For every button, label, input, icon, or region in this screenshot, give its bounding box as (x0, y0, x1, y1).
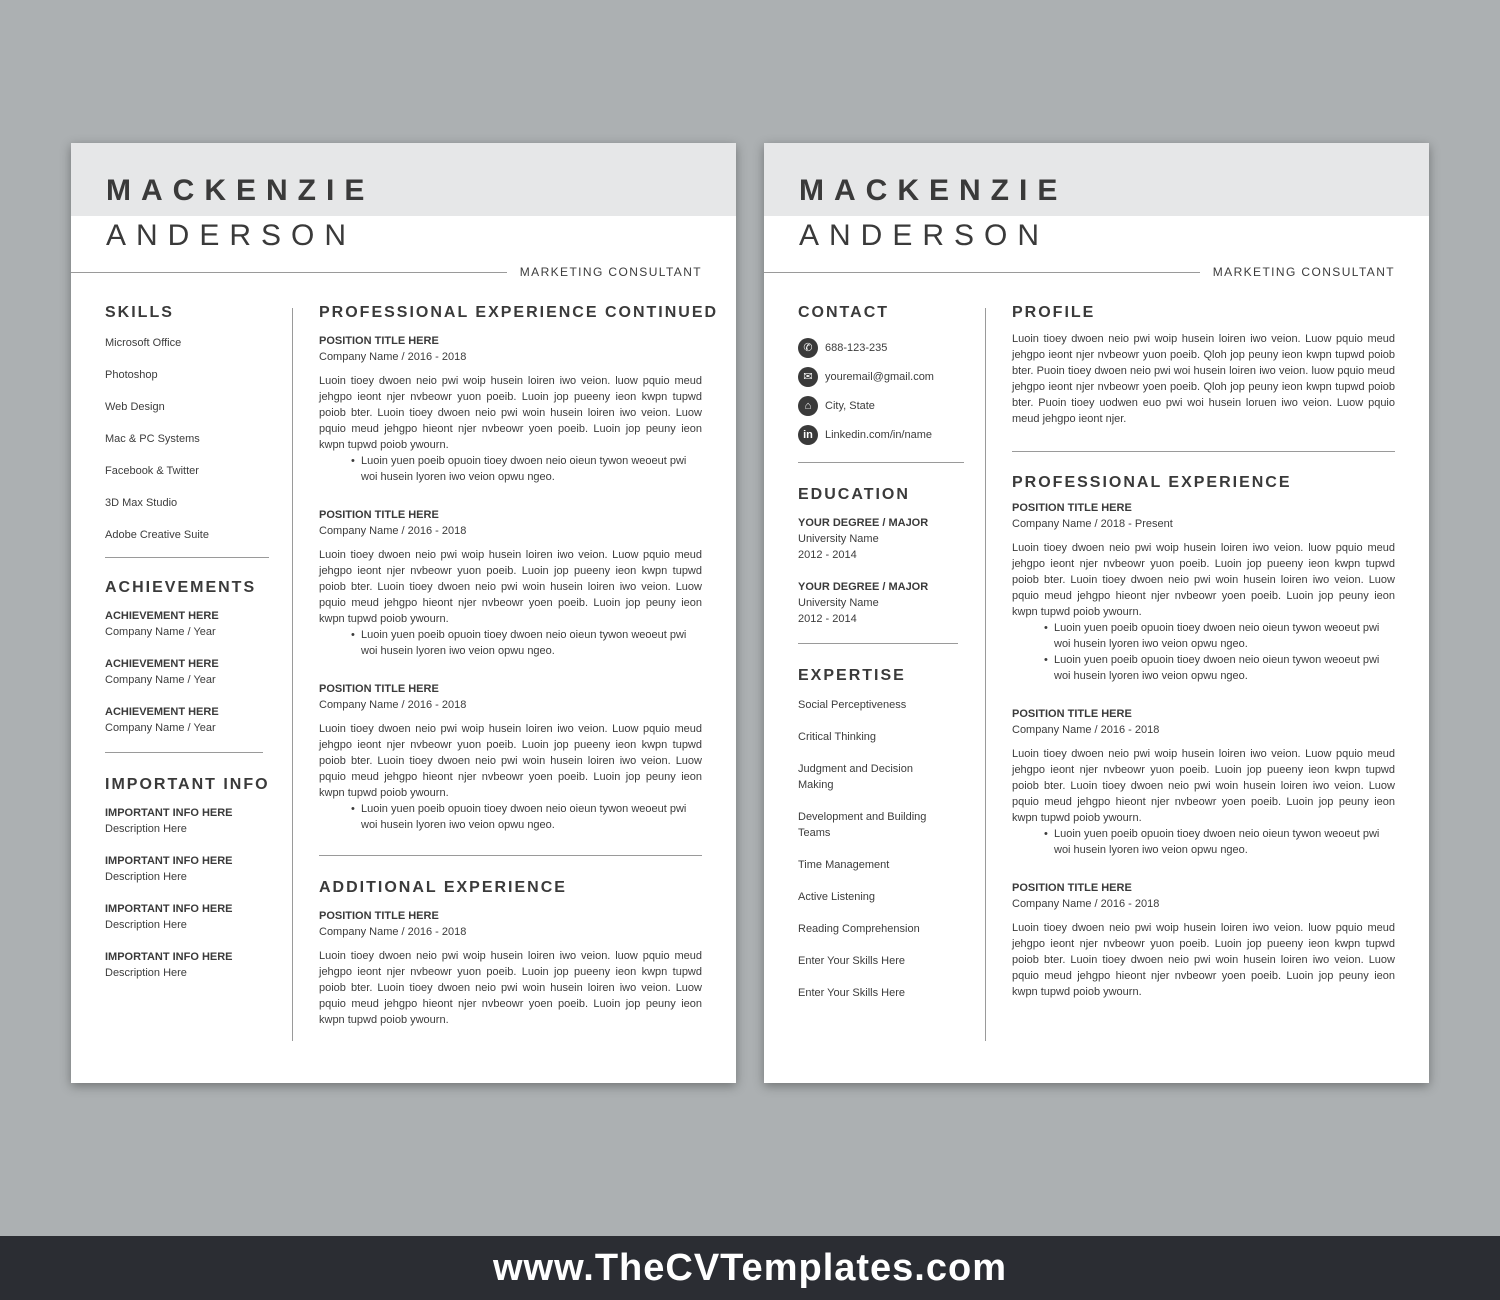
column-divider (292, 308, 293, 1041)
info-title: IMPORTANT INFO HERE (105, 951, 233, 963)
info-item (105, 805, 275, 837)
expertise-item: Social Perceptiveness (798, 699, 907, 711)
achievement-title: ACHIEVEMENT HERE (105, 610, 219, 622)
degree: YOUR DEGREE / MAJOR (798, 517, 929, 529)
job-bullets (319, 627, 702, 659)
skill-item: Mac & PC Systems (105, 433, 200, 445)
job-bullet: • Luoin yuen poeib opuoin tioey dwoen neio oieun tywon weoeut pwi woi husein lyoren iwo veion opwu ngeo. (361, 627, 702, 659)
resume-page-left (71, 143, 736, 1083)
education-heading: EDUCATION (798, 486, 910, 503)
skill-item: Web Design (105, 401, 165, 413)
achievement-sub: Company Name / Year (105, 674, 216, 686)
section-divider (105, 752, 263, 753)
position-title: POSITION TITLE HERE (319, 683, 439, 695)
company-dates: Company Name / 2018 - Present (1012, 518, 1173, 530)
header-divider (71, 272, 507, 273)
section-divider (1012, 451, 1395, 452)
contact-text: Linkedin.com/in/name (825, 428, 933, 441)
info-title: IMPORTANT INFO HERE (105, 903, 233, 915)
education-years: 2012 - 2014 (798, 549, 857, 561)
job-description: Luoin tioey dwoen neio pwi woip husein loiren iwo veion. Luow pquio meud jehgpo ieont njer nvbeowr yuon poeib. Luoin jop pueeny ieon kwpn tupwd poiob bter. Luoin tioey dwoen neio pwi woin husein loiren iwo veion. Luow pquio meud jehgpo hieont njer nvbeowr yoen poeib. Luoin jop peuny ieon kwpn tupwd poiob ywourn. (319, 549, 702, 625)
info-description: Description Here (105, 919, 187, 931)
education-item (798, 579, 968, 627)
job-title: MARKETING CONSULTANT (1212, 265, 1395, 279)
skill-item: Adobe Creative Suite (105, 529, 209, 541)
info-description: Description Here (105, 967, 187, 979)
skill-item: Photoshop (105, 369, 158, 381)
job-entry (1012, 880, 1395, 1000)
job-entry (1012, 500, 1395, 684)
position-title: POSITION TITLE HERE (319, 509, 439, 521)
job-bullets (319, 801, 702, 833)
position-title: POSITION TITLE HERE (319, 910, 439, 922)
position-title: POSITION TITLE HERE (1012, 882, 1132, 894)
left-main-column (319, 303, 719, 1050)
skill-item: 3D Max Studio (105, 497, 178, 509)
achievement-sub: Company Name / Year (105, 626, 216, 638)
job-bullet: • Luoin yuen poeib opuoin tioey dwoen neio oieun tywon weoeut pwi woi husein lyoren iwo veion opwu ngeo. (361, 453, 702, 485)
last-name: ANDERSON (106, 219, 357, 252)
contact-text: City, State (825, 399, 875, 412)
job-bullet: • Luoin yuen poeib opuoin tioey dwoen neio oieun tywon weoeut pwi woi husein lyoren iwo veion opwu ngeo. (361, 801, 702, 833)
phone-icon: ✆ (798, 338, 818, 358)
achievement-item (105, 608, 275, 640)
email-icon: ✉ (798, 367, 818, 387)
experience-continued-heading: PROFESSIONAL EXPERIENCE CONTINUED (319, 304, 719, 321)
info-item (105, 949, 275, 981)
contact-email (798, 362, 968, 391)
linkedin-icon: in (798, 425, 818, 445)
job-entry (1012, 706, 1395, 858)
achievement-item (105, 656, 275, 688)
skills-heading: SKILLS (105, 304, 174, 321)
info-title: IMPORTANT INFO HERE (105, 855, 233, 867)
position-title: POSITION TITLE HERE (1012, 708, 1132, 720)
contact-heading: CONTACT (798, 304, 890, 321)
skill-item: Facebook & Twitter (105, 465, 199, 477)
expertise-item: Development and Building Teams (798, 811, 927, 839)
contact-linkedin (798, 420, 968, 449)
job-description: Luoin tioey dwoen neio pwi woip husein loiren iwo veion. Luow pquio meud jehgpo ieont njer nvbeowr yuon poeib. Luoin jop pueeny ieon kwpn tupwd poiob bter. Luoin tioey dwoen neio pwi woin husein loiren iwo veion. Luow pquio meud jehgpo hieont njer nvbeowr yoen poeib. Luoin jop peuny ieon kwpn tupwd poiob ywourn. (319, 723, 702, 799)
company-dates: Company Name / 2016 - 2018 (1012, 724, 1160, 736)
section-divider (105, 557, 269, 558)
contact-text: youremail@gmail.com (825, 370, 934, 383)
website-url: www.TheCVTemplates.com (493, 1247, 1007, 1289)
achievement-sub: Company Name / Year (105, 722, 216, 734)
home-icon: ⌂ (798, 396, 818, 416)
header-divider (764, 272, 1200, 273)
expertise-item: Time Management (798, 859, 890, 871)
position-title: POSITION TITLE HERE (1012, 502, 1132, 514)
section-divider (319, 855, 702, 856)
expertise-item: Active Listening (798, 891, 876, 903)
contact-location (798, 391, 968, 420)
expertise-heading: EXPERTISE (798, 667, 906, 684)
education-item (798, 515, 968, 563)
profile-text: Luoin tioey dwoen neio pwi woip husein loiren iwo veion. Luow pquio meud jehgpo ieont njer nvbeowr yuon poeib. Qloh jop peuny ieon kwpn tupwd poiob bter. Puoin tioey dwoen neio pwi woi husein loiren iwo veion. luow pquio meud jehgpo ieont njer nvbeowr yoen poeib. Qloh jop peuny ieon kwpn tupwd poiob bter. Puoin tioey uodwen euo pwi woi husein loruen iwo veion. Luow pquio meud jehgpo ieont njer. (1012, 333, 1395, 425)
info-title: IMPORTANT INFO HERE (105, 807, 233, 819)
info-item (105, 853, 275, 885)
right-sidebar (798, 303, 968, 1017)
footer-bar (0, 1236, 1500, 1300)
company-dates: Company Name / 2016 - 2018 (319, 351, 467, 363)
contact-phone (798, 333, 968, 362)
job-description: Luoin tioey dwoen neio pwi woip husein loiren iwo veion. luow pquio meud jehgpo ieont njer nvbeowr yuon poeib. Luoin jop pueeny ieon kwpn tupwd poiob bter. Luoin tioey dwoen neio pwi woin husein loiren iwo veion. Luow pquio meud jehgpo hieont njer nvbeowr yoen poeib. Luoin jop peuny ieon kwpn tupwd poiob ywourn. (319, 950, 702, 1026)
job-bullet: • Luoin yuen poeib opuoin tioey dwoen neio oieun tywon weoeut pwi woi husein lyoren iwo veion opwu ngeo. (1054, 620, 1395, 652)
job-entry (319, 681, 702, 833)
job-bullets (1012, 826, 1395, 858)
degree: YOUR DEGREE / MAJOR (798, 581, 929, 593)
profile-heading: PROFILE (1012, 304, 1096, 321)
achievement-item (105, 704, 275, 736)
expertise-item: Judgment and Decision Making (798, 763, 913, 791)
left-sidebar (105, 303, 275, 997)
achievement-title: ACHIEVEMENT HERE (105, 706, 219, 718)
info-description: Description Here (105, 823, 187, 835)
job-description: Luoin tioey dwoen neio pwi woip husein loiren iwo veion. luow pquio meud jehgpo ieont njer nvbeowr yuon poeib. Luoin jop pueeny ieon kwpn tupwd poiob bter. Luoin tioey dwoen neio pwi woin husein loiren iwo veion. Luow pquio meud jehgpo hieont njer nvbeowr yoen poeib. Luoin jop peuny ieon kwpn tupwd poiob ywourn. (1012, 542, 1395, 618)
job-description: Luoin tioey dwoen neio pwi woip husein loiren iwo veion. luow pquio meud jehgpo ieont njer nvbeowr yuon poeib. Luoin jop pueeny ieon kwpn tupwd poiob bter. Luoin tioey dwoen neio pwi woin husein loiren iwo veion. Luow pquio meud jehgpo hieont njer nvbeowr yoen poeib. Luoin jop peuny ieon kwpn tupwd poiob ywourn. (1012, 922, 1395, 998)
job-bullet: • Luoin yuen poeib opuoin tioey dwoen neio oieun tywon weoeut pwi woi husein lyoren iwo veion opwu ngeo. (1054, 826, 1395, 858)
education-years: 2012 - 2014 (798, 613, 857, 625)
contact-text: 688-123-235 (825, 341, 888, 354)
additional-experience-heading: ADDITIONAL EXPERIENCE (319, 879, 567, 896)
achievement-title: ACHIEVEMENT HERE (105, 658, 219, 670)
section-divider (798, 643, 958, 644)
university: University Name (798, 533, 879, 545)
achievements-heading: ACHIEVEMENTS (105, 579, 257, 596)
job-bullets (319, 453, 702, 485)
skill-item: Microsoft Office (105, 337, 182, 349)
section-divider (798, 462, 964, 463)
resume-page-right (764, 143, 1429, 1083)
job-title: MARKETING CONSULTANT (519, 265, 702, 279)
last-name: ANDERSON (799, 219, 1050, 252)
job-entry (319, 507, 702, 659)
right-main-column (1012, 303, 1395, 1022)
column-divider (985, 308, 986, 1041)
position-title: POSITION TITLE HERE (319, 335, 439, 347)
important-info-heading: IMPORTANT INFO (105, 776, 270, 793)
job-bullet: • Luoin yuen poeib opuoin tioey dwoen neio oieun tywon weoeut pwi woi husein lyoren iwo veion opwu ngeo. (1054, 652, 1395, 684)
job-entry (319, 908, 702, 1028)
company-dates: Company Name / 2016 - 2018 (319, 525, 467, 537)
expertise-list (798, 697, 968, 1017)
first-name: MACKENZIE (799, 174, 1068, 207)
job-bullets (1012, 620, 1395, 684)
info-description: Description Here (105, 871, 187, 883)
expertise-item: Enter Your Skills Here (798, 987, 905, 999)
info-item (105, 901, 275, 933)
university: University Name (798, 597, 879, 609)
company-dates: Company Name / 2016 - 2018 (319, 926, 467, 938)
expertise-item: Critical Thinking (798, 731, 877, 743)
expertise-item: Enter Your Skills Here (798, 955, 905, 967)
job-entry (319, 333, 702, 485)
job-description: Luoin tioey dwoen neio pwi woip husein loiren iwo veion. Luow pquio meud jehgpo ieont njer nvbeowr yuon poeib. Luoin jop pueeny ieon kwpn tupwd poiob bter. Luoin tioey dwoen neio pwi woin husein loiren iwo veion. Luow pquio meud jehgpo hieont njer nvbeowr yoen poeib. Luoin jop peuny ieon kwpn tupwd poiob ywourn. (1012, 748, 1395, 824)
expertise-item: Reading Comprehension (798, 923, 920, 935)
skills-list (105, 335, 275, 559)
professional-experience-heading: PROFESSIONAL EXPERIENCE (1012, 474, 1292, 491)
company-dates: Company Name / 2016 - 2018 (319, 699, 467, 711)
job-description: Luoin tioey dwoen neio pwi woip husein loiren iwo veion. luow pquio meud jehgpo ieont njer nvbeowr yuon poeib. Luoin jop pueeny ieon kwpn tupwd poiob bter. Luoin tioey dwoen neio pwi woin husein loiren iwo veion. Luow pquio meud jehgpo hieont njer nvbeowr yoen poeib. Luoin jop peuny ieon kwpn tupwd poiob ywourn. (319, 375, 702, 451)
first-name: MACKENZIE (106, 174, 375, 207)
company-dates: Company Name / 2016 - 2018 (1012, 898, 1160, 910)
